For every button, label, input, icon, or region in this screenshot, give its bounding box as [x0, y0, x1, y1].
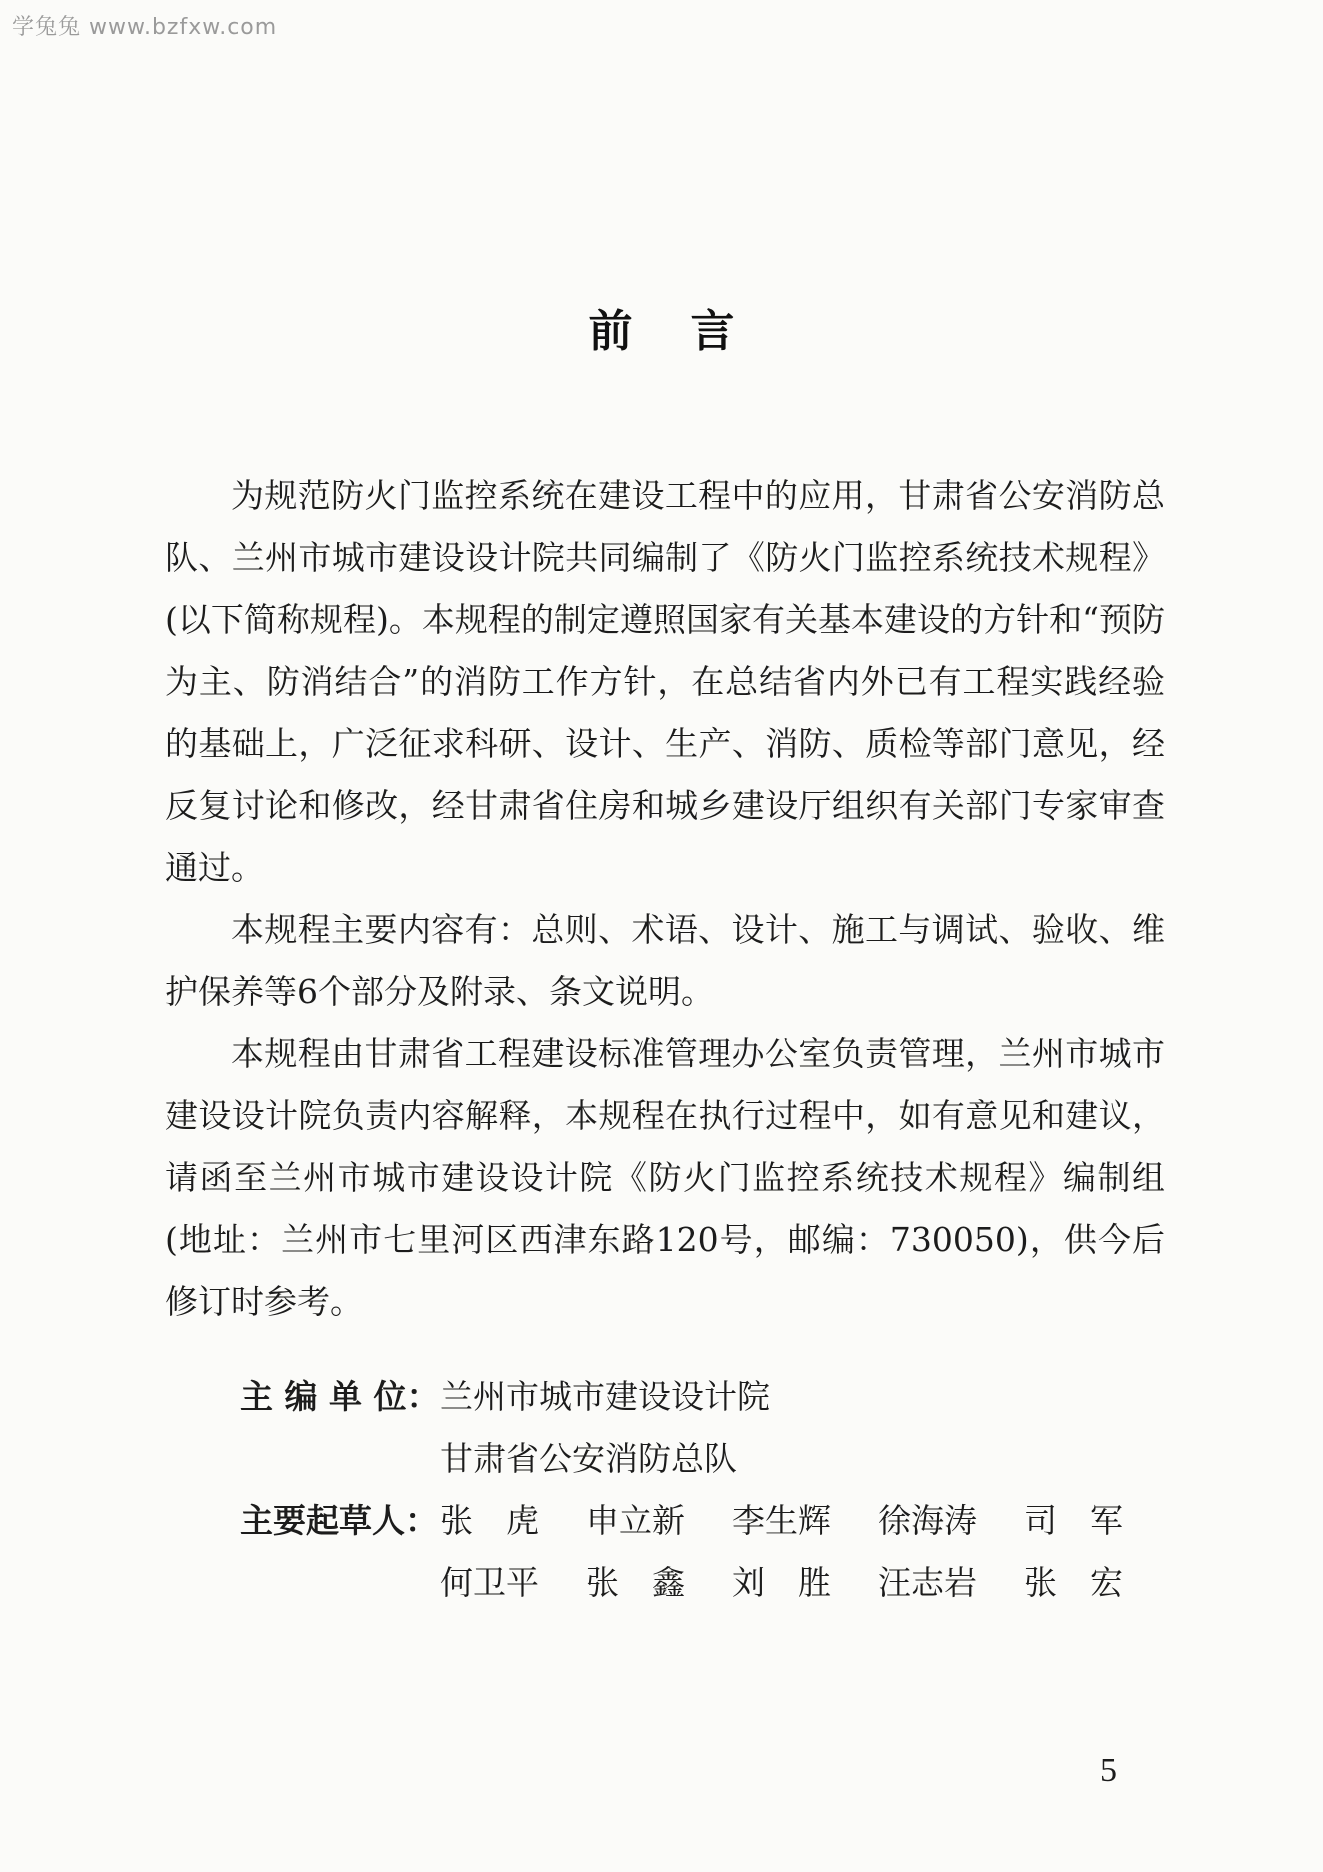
drafter-name: 李生辉 — [732, 1500, 831, 1540]
drafter-name: 徐海涛 — [878, 1500, 977, 1540]
chief-unit-row — [240, 1425, 1170, 1487]
drafter-name: 张 虎 — [440, 1500, 539, 1540]
page-title: 前言 — [588, 306, 793, 357]
chief-unit-value: 兰州市城市建设设计院 — [440, 1376, 770, 1416]
drafter-name: 张 鑫 — [586, 1562, 685, 1602]
chief-unit-label: 主 编 单 位： — [240, 1376, 440, 1416]
paragraph: 本规程由甘肃省工程建设标准管理办公室负责管理，兰州市城市建设设计院负责内容解释，本规程在执行过程中，如有意见和建议，请函至兰州市城市建设设计院《防火门监控系统技术规程》编制组(地址：兰州市七里河区西津东路120号，邮编：730050)，供今后修订时参考。 — [165, 1034, 1165, 1321]
watermark: 学兔兔 www.bzfxw.com — [12, 15, 278, 40]
paragraph: 本规程主要内容有：总则、术语、设计、施工与调试、验收、维护保养等6个部分及附录、条文说明。 — [165, 910, 1165, 1011]
paragraph: 为规范防火门监控系统在建设工程中的应用，甘肃省公安消防总队、兰州市城市建设设计院共同编制了《防火门监控系统技术规程》(以下简称规程)。本规程的制定遵照国家有关基本建设的方针和“预防为主、防消结合”的消防工作方针，在总结省内外已有工程实践经验的基础上，广泛征求科研、设计、生产、消防、质检等部门意见，经反复讨论和修改，经甘肃省住房和城乡建设厅组织有关部门专家审查通过。 — [165, 476, 1165, 887]
drafter-name: 申立新 — [586, 1500, 685, 1540]
drafters-row — [240, 1487, 1170, 1549]
credits-block — [240, 1363, 1170, 1611]
chief-unit-value: 甘肃省公安消防总队 — [440, 1438, 737, 1478]
drafter-name: 张 宏 — [1024, 1562, 1123, 1602]
chief-unit-row — [240, 1363, 1170, 1425]
drafters-row — [240, 1549, 1170, 1611]
page-number: 5 — [1100, 1752, 1117, 1789]
drafter-names — [440, 1557, 1170, 1604]
drafters-label: 主要起草人： — [240, 1500, 438, 1540]
drafter-name: 刘 胜 — [732, 1562, 831, 1602]
drafter-name: 司 军 — [1024, 1500, 1123, 1540]
drafter-name: 汪志岩 — [878, 1562, 977, 1602]
drafter-name: 何卫平 — [440, 1562, 539, 1602]
preface-body — [165, 465, 1165, 1333]
drafter-names — [440, 1495, 1170, 1542]
